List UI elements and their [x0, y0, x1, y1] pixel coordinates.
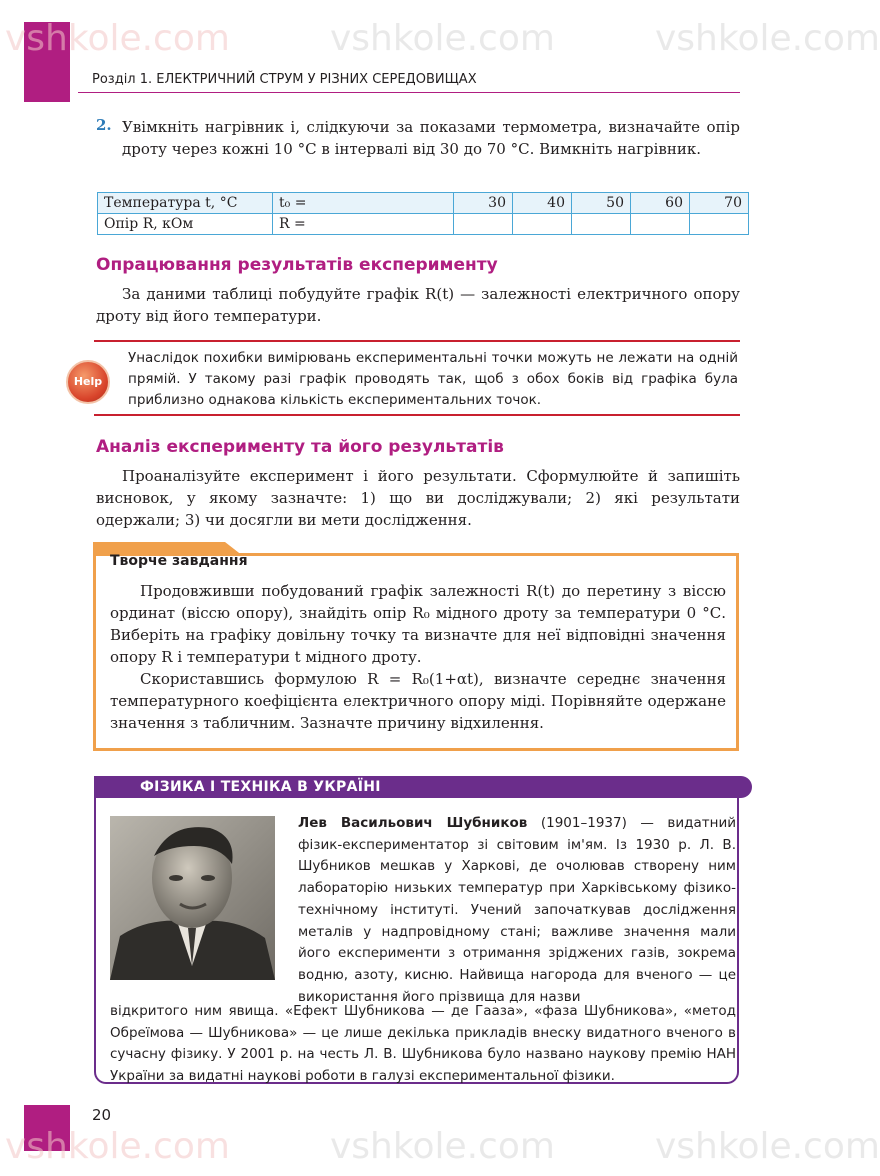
- header-divider: [78, 92, 740, 93]
- creative-task-title: Творче завдання: [110, 553, 248, 569]
- table-cell: [631, 214, 690, 235]
- measurement-table: [97, 192, 749, 235]
- watermark: vshkole.com: [5, 18, 230, 59]
- table-cell: Опір R, кОм: [98, 214, 273, 235]
- table-cell: 40: [513, 193, 572, 214]
- table-row: [98, 193, 749, 214]
- watermark: vshkole.com: [655, 18, 880, 59]
- creative-task-paragraph-2: Скориставшись формулою R = R₀(1+αt), визначте середнє значення температурного коефіцієнта електричного опору міді. Порівняйте одержане значення з табличним. Зазначте причину відхилення.: [110, 670, 726, 732]
- watermark: vshkole.com: [330, 18, 555, 59]
- analysis-heading: Аналіз експерименту та його результатів: [96, 437, 504, 457]
- watermark: vshkole.com: [5, 1126, 230, 1167]
- help-bottom-divider: [94, 414, 740, 416]
- processing-heading: Опрацювання результатів експерименту: [96, 255, 498, 275]
- table-cell: [513, 214, 572, 235]
- table-cell: 30: [454, 193, 513, 214]
- help-text: Унаслідок похибки вимірювань експериментальні точки можуть не лежати на одній прямій. У такому разі графік проводять так, щоб з обох боків від графіка була приблизно однакова кількість експериментальних точок.: [128, 350, 738, 408]
- table-cell: Температура t, °С: [98, 193, 273, 214]
- section-header: Розділ 1. ЕЛЕКТРИЧНИЙ СТРУМ У РІЗНИХ СЕРЕДОВИЩАХ: [92, 72, 477, 87]
- creative-task-paragraph-1: Продовживши побудований графік залежності R(t) до перетину з віссю ординат (віссю опору), знайдіть опір R₀ мідного дроту за температури 0 °С. Виберіть на графіку довільну точку та визначте для неї відповідні значення опору R і температури t мідного дроту.: [110, 582, 726, 666]
- table-cell: [690, 214, 749, 235]
- task-number: 2.: [96, 116, 112, 134]
- table-row: [98, 214, 749, 235]
- portrait-drawing: [110, 816, 275, 980]
- table-cell: 50: [572, 193, 631, 214]
- scientist-name: Лев Васильович Шубников: [298, 815, 528, 831]
- physics-banner-title: ФІЗИКА І ТЕХНІКА В УКРАЇНІ: [140, 779, 381, 795]
- watermark: vshkole.com: [655, 1126, 880, 1167]
- biography-intro-text: (1901–1937) — видатний фізик-експериментатор зі світовим ім'ям. Із 1930 р. Л. В. Шубников мешкав у Харкові, де очолював створену ним лабораторію низьких температур при Харківському фізико-технічному інституті. Учений започаткував дослідження металів у надпровідному стані; важливе значення мали його експерименти з отримання зріджених газів, зокрема водню, азоту, кисню. Найвища нагорода для вченого — це використання його прізвища для назви: [298, 815, 736, 1005]
- page-number: 20: [92, 1106, 112, 1124]
- table-cell: R =: [273, 214, 454, 235]
- analysis-text: Проаналізуйте експеримент і його результати. Сформулюйте й запишіть висновок, у якому зазначте: 1) що ви досліджували; 2) які результати одержали; 3) чи досягли ви мети дослідження.: [96, 467, 740, 529]
- portrait-image: [110, 816, 275, 980]
- table-cell: [572, 214, 631, 235]
- help-top-divider: [94, 340, 740, 342]
- watermark: vshkole.com: [330, 1126, 555, 1167]
- processing-text: За даними таблиці побудуйте графік R(t) — залежності електричного опору дроту від його температури.: [96, 285, 740, 325]
- table-cell: 70: [690, 193, 749, 214]
- table-cell: t₀ =: [273, 193, 454, 214]
- biography-rest: відкритого ним явища. «Ефект Шубникова — де Гааза», «фаза Шубникова», «метод Обреїмова — Шубникова» — це лише декілька прикладів внеску видатного вченого в сучасну фізику. У 2001 р. на честь Л. В. Шубникова було названо наукову премію НАН України за видатні наукові роботи в галузі експериментальної фізики.: [110, 1003, 736, 1085]
- table-cell: 60: [631, 193, 690, 214]
- biography-intro: [298, 813, 736, 1008]
- table-cell: [454, 214, 513, 235]
- help-icon: Help: [66, 360, 110, 404]
- task-text: Увімкніть нагрівник і, слідкуючи за показами термометра, визначайте опір дроту через кожні 10 °С в інтервалі від 30 до 70 °С. Вимкніть нагрівник.: [122, 118, 740, 158]
